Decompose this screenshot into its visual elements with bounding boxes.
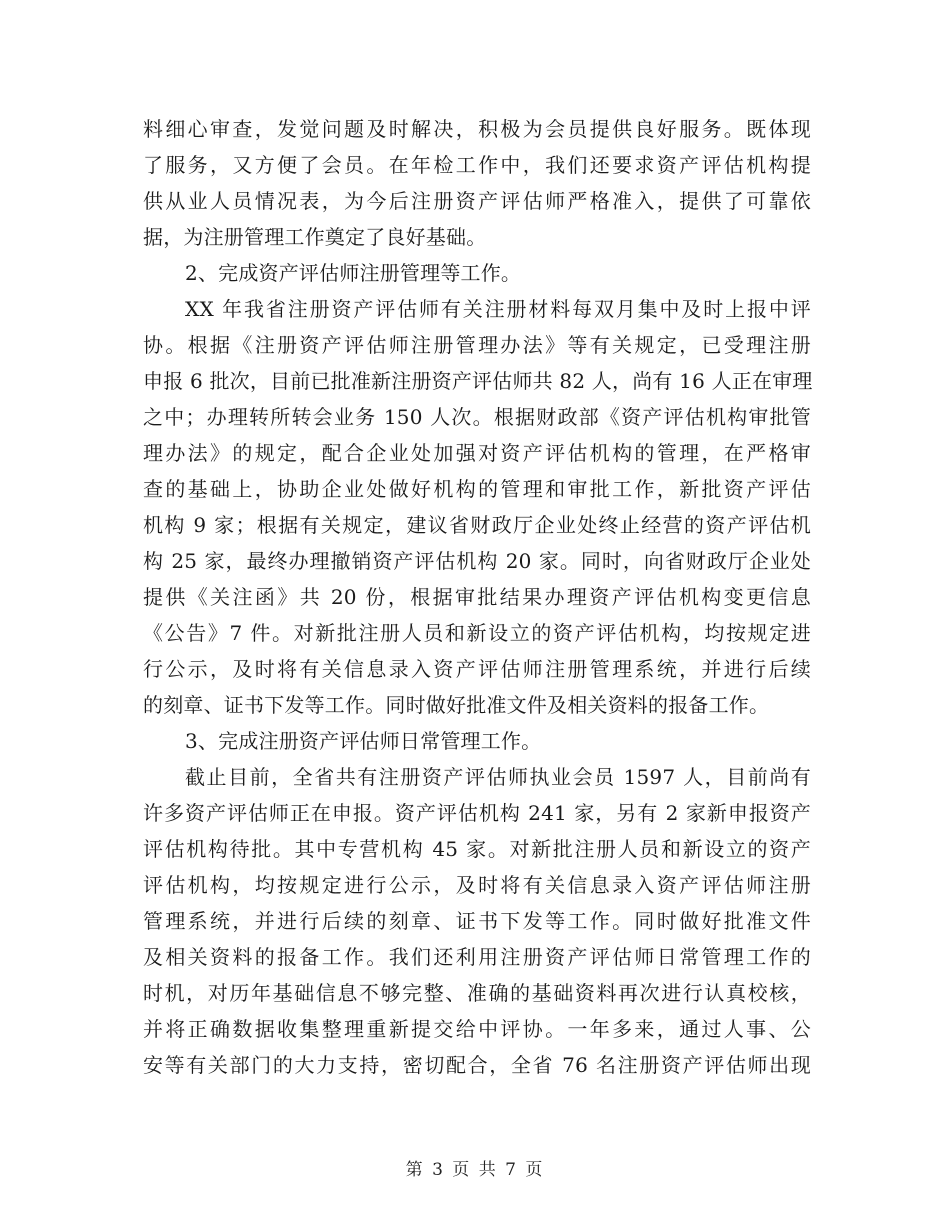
text-line: XX 年我省注册资产评估师有关注册材料每双月集中及时上报中评 — [185, 297, 811, 321]
text-line: 及相关资料的报备工作。我们还利用注册资产评估师日常管理工作的 — [143, 945, 811, 969]
text-line: 《公告》7 件。对新批注册人员和新设立的资产评估机构，均按规定进 — [143, 621, 811, 645]
text-line: 协。根据《注册资产评估师注册管理办法》等有关规定，已受理注册 — [143, 333, 811, 357]
text-line: 3、完成注册资产评估师日常管理工作。 — [185, 729, 542, 753]
text-line: 时机，对历年基础信息不够完整、准确的基础资料再次进行认真校核， — [143, 981, 811, 1005]
text-line: 评估机构待批。其中专营机构 45 家。对新批注册人员和新设立的资产 — [143, 837, 811, 861]
text-line: 2、完成资产评估师注册管理等工作。 — [185, 261, 522, 285]
document-body — [143, 111, 811, 1083]
text-line: 构 25 家，最终办理撤销资产评估机构 20 家。同时，向省财政厅企业处 — [143, 549, 811, 573]
text-line: 并将正确数据收集整理重新提交给中评协。一年多来，通过人事、公 — [143, 1017, 811, 1041]
text-line: 的刻章、证书下发等工作。同时做好批准文件及相关资料的报备工作。 — [143, 693, 770, 717]
page-number: 第 3 页 共 7 页 — [405, 1160, 545, 1180]
text-line: 申报 6 批次，目前已批准新注册资产评估师共 82 人，尚有 16 人正在审理 — [143, 369, 813, 393]
text-line: 提供《关注函》共 20 份，根据审批结果办理资产评估机构变更信息 — [143, 585, 811, 609]
text-line: 行公示，及时将有关信息录入资产评估师注册管理系统，并进行后续 — [143, 657, 811, 681]
text-line: 安等有关部门的大力支持，密切配合，全省 76 名注册资产评估师出现 — [143, 1053, 811, 1077]
text-line: 机构 9 家；根据有关规定，建议省财政厅企业处终止经营的资产评估机 — [143, 513, 811, 537]
text-line: 评估机构，均按规定进行公示，及时将有关信息录入资产评估师注册 — [143, 873, 811, 897]
text-line: 供从业人员情况表，为今后注册资产评估师严格准入，提供了可靠依 — [143, 189, 811, 213]
text-line: 理办法》的规定，配合企业处加强对资产评估机构的管理，在严格审 — [143, 441, 811, 465]
text-line: 许多资产评估师正在申报。资产评估机构 241 家，另有 2 家新申报资产 — [143, 801, 811, 825]
text-line: 截止目前，全省共有注册资产评估师执业会员 1597 人，目前尚有 — [185, 765, 811, 789]
text-line: 管理系统，并进行后续的刻章、证书下发等工作。同时做好批准文件 — [143, 909, 811, 933]
text-line: 之中；办理转所转会业务 150 人次。根据财政部《资产评估机构审批管 — [143, 405, 811, 429]
text-line: 了服务，又方便了会员。在年检工作中，我们还要求资产评估机构提 — [143, 153, 811, 177]
text-line: 据，为注册管理工作奠定了良好基础。 — [143, 225, 487, 249]
text-line: 料细心审查，发觉问题及时解决，积极为会员提供良好服务。既体现 — [143, 117, 811, 141]
text-line: 查的基础上，协助企业处做好机构的管理和审批工作，新批资产评估 — [143, 477, 811, 501]
